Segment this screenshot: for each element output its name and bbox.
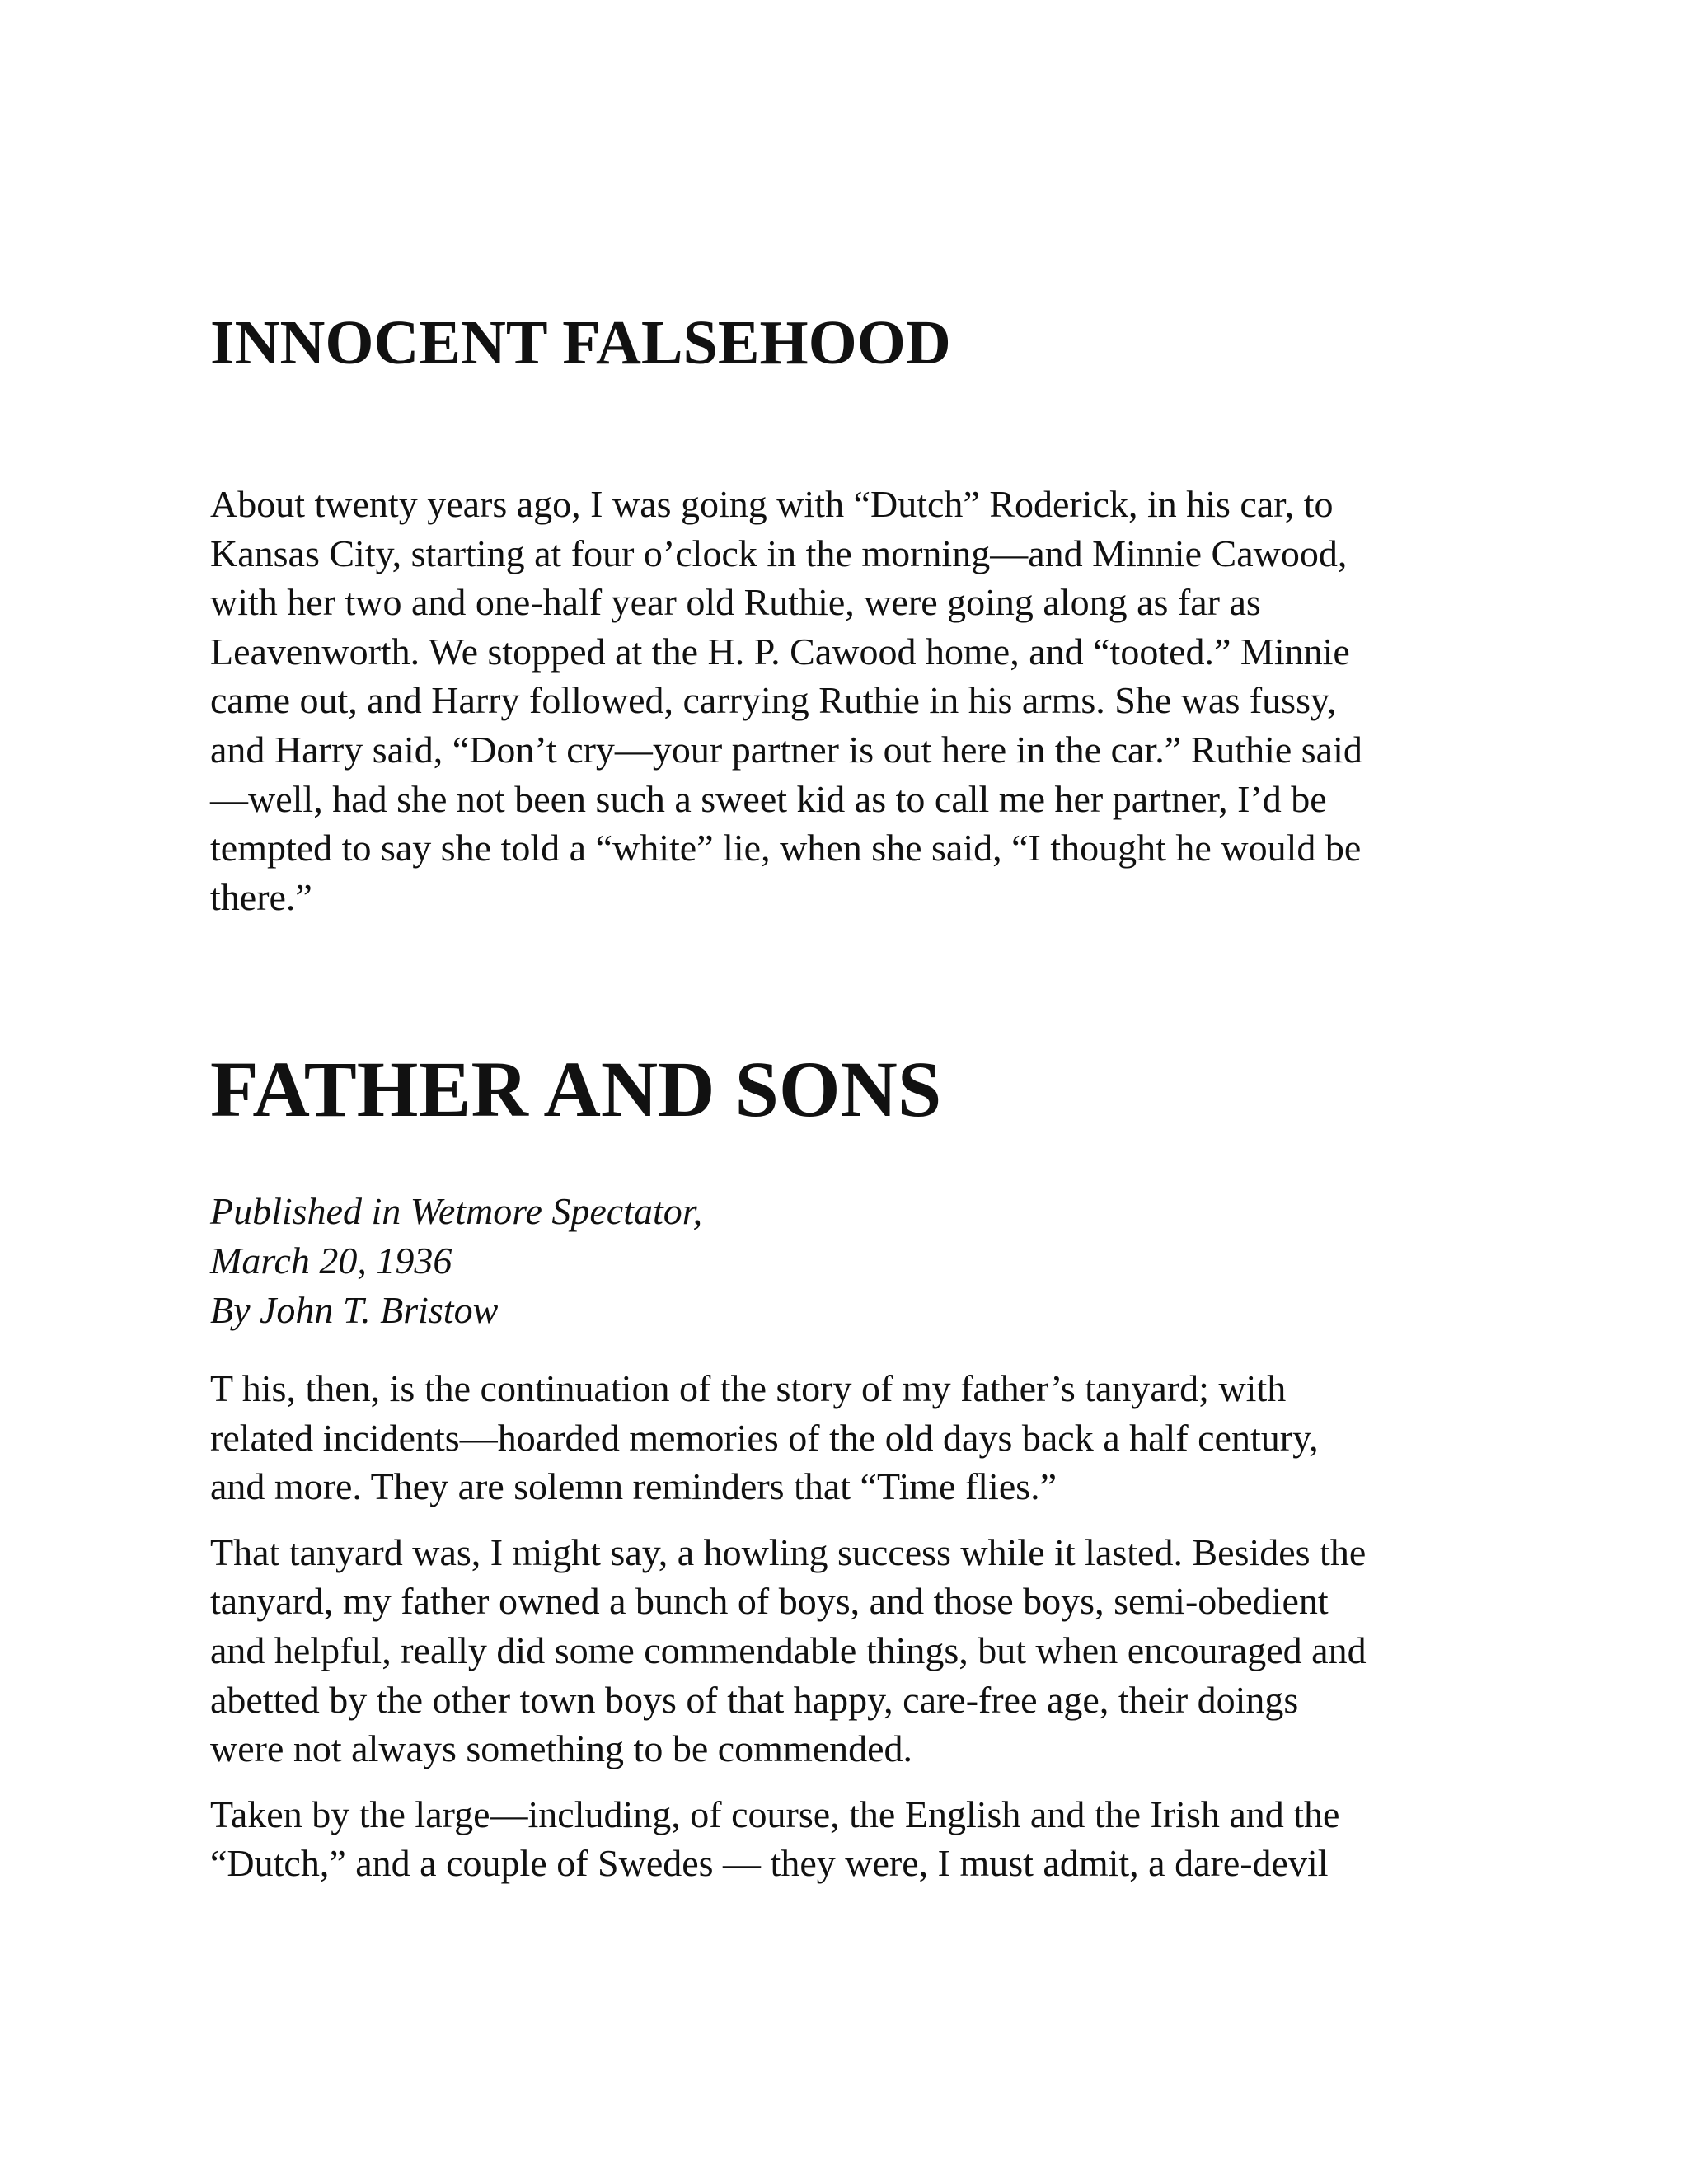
- text-line: related incidents—hoarded memories of the old days back a half century,: [210, 1416, 1319, 1459]
- paragraph: [210, 1364, 1496, 1511]
- byline-publication: Published in Wetmore Spectator,: [210, 1190, 703, 1232]
- text-line: abetted by the other town boys of that happy, care-free age, their doings: [210, 1678, 1299, 1721]
- text-line: and more. They are solemn reminders that “Time flies.”: [210, 1465, 1057, 1508]
- text-line: —well, had she not been such a sweet kid as to call me her partner, I’d be: [210, 777, 1327, 820]
- story-father-and-sons: [210, 1364, 1496, 1905]
- section-title-innocent-falsehood: INNOCENT FALSEHOOD: [210, 308, 951, 377]
- paragraph: [210, 1528, 1496, 1774]
- publication-byline: [210, 1187, 702, 1335]
- text-line: Taken by the large—including, of course, the English and the Irish and the: [210, 1793, 1340, 1835]
- text-line: Kansas City, starting at four o’clock in the morning—and Minnie Cawood,: [210, 532, 1348, 574]
- text-line: T his, then, is the continuation of the story of my father’s tanyard; with: [210, 1367, 1287, 1409]
- paragraph: [210, 1790, 1496, 1888]
- text-line: were not always something to be commended.: [210, 1727, 913, 1770]
- text-line: and helpful, really did some commendable things, but when encouraged and: [210, 1629, 1367, 1671]
- text-line: came out, and Harry followed, carrying Ruthie in his arms. She was fussy,: [210, 679, 1337, 722]
- text-line: tempted to say she told a “white” lie, when she said, “I thought he would be: [210, 827, 1362, 869]
- text-line: Leavenworth. We stopped at the H. P. Cawood home, and “tooted.” Minnie: [210, 630, 1350, 673]
- section-title-father-and-sons: FATHER AND SONS: [210, 1045, 942, 1133]
- text-line: there.”: [210, 875, 312, 918]
- text-line: “Dutch,” and a couple of Swedes — they were, I must admit, a dare-devil: [210, 1842, 1329, 1885]
- text-line: with her two and one-half year old Ruthie, were going along as far as: [210, 581, 1261, 624]
- text-line: About twenty years ago, I was going with “Dutch” Roderick, in his car, to: [210, 483, 1334, 525]
- byline-date: March 20, 1936: [210, 1240, 452, 1282]
- text-line: and Harry said, “Don’t cry—your partner is out here in the car.” Ruthie said: [210, 728, 1362, 771]
- byline-author: By John T. Bristow: [210, 1289, 499, 1331]
- text-line: tanyard, my father owned a bunch of boys, and those boys, semi-obedient: [210, 1580, 1329, 1623]
- text-line: That tanyard was, I might say, a howling success while it lasted. Besides the: [210, 1530, 1367, 1573]
- story-innocent-falsehood: [210, 480, 1496, 921]
